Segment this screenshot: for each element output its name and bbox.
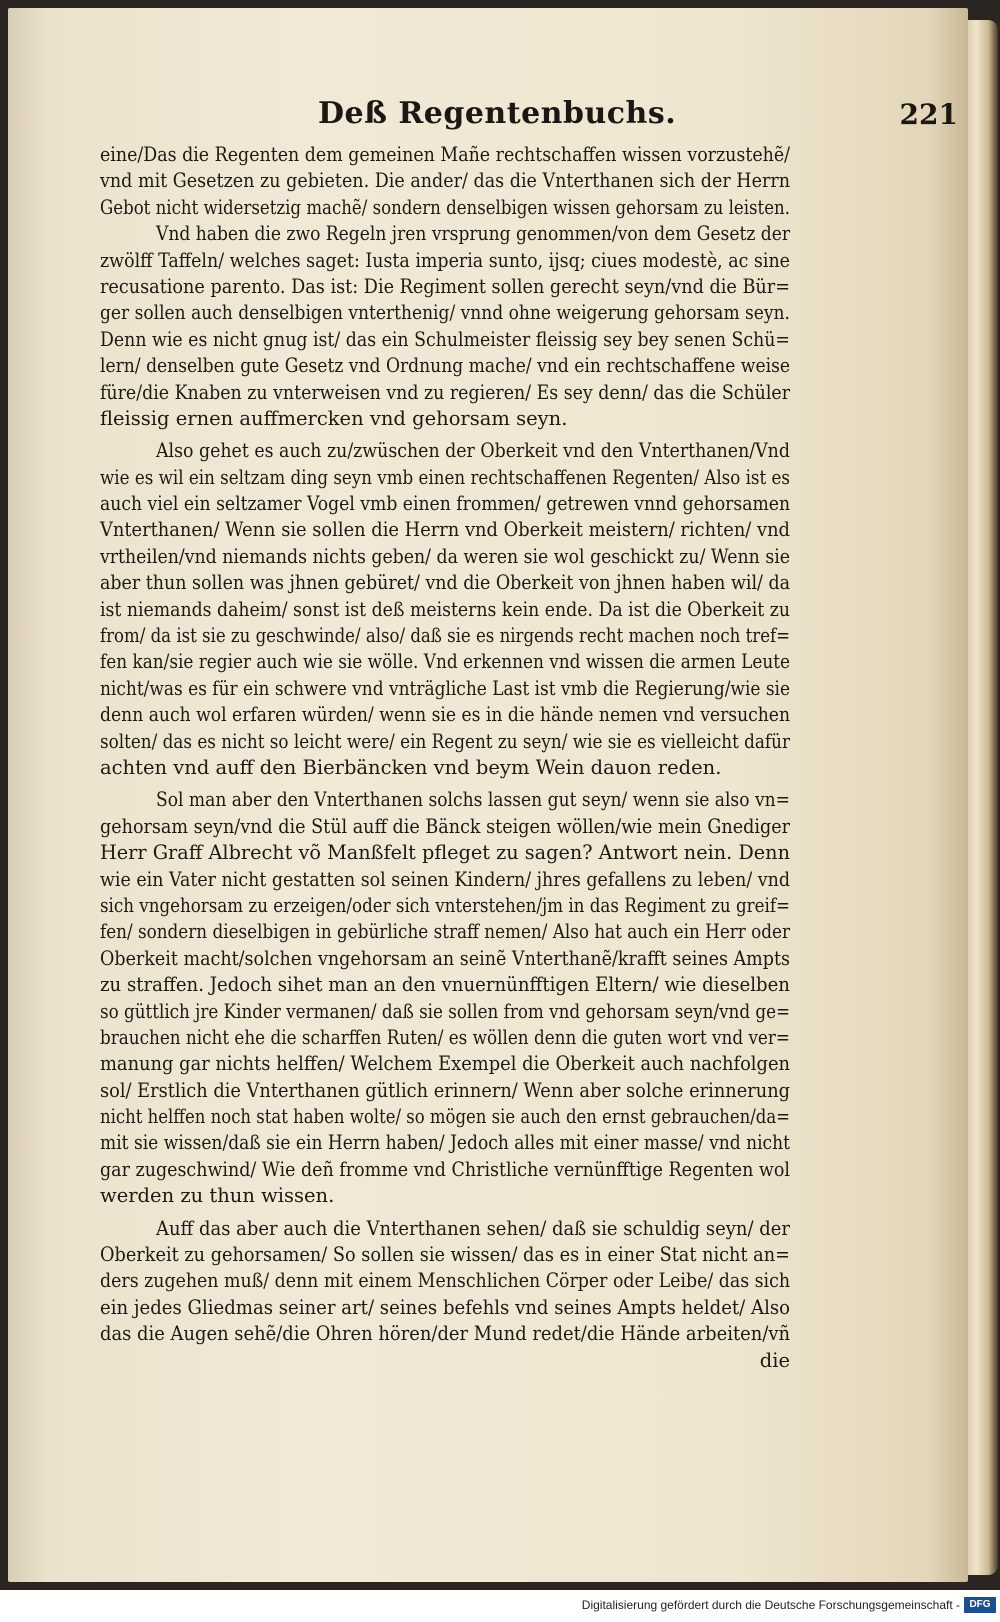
running-head: Deß Regentenbuchs.	[318, 96, 677, 131]
text-line: from/ da ist sie zu geschwinde/ also/ daß sie es nirgends recht machen noch tref=	[100, 624, 791, 648]
text-line: gehorsam seyn/vnd die Stül auff die Bänck steigen wöllen/wie mein Gnediger	[100, 814, 791, 838]
text-line: Oberkeit zu gehorsamen/ So sollen sie wissen/ das es in einer Stat nicht an=	[100, 1243, 790, 1267]
text-line: Vnd haben die zwo Regeln jren vrsprung genommen/von dem Gesetz der	[156, 222, 791, 246]
book-page	[8, 8, 968, 1582]
text-line: wie es wil ein seltzam ding seyn vmb einen rechtschaffenen Regenten/ Also ist es	[100, 465, 790, 489]
text-line: auch viel ein seltzamer Vogel vmb einen frommen/ getrewen vnnd gehorsamen	[100, 492, 791, 516]
text-line: manung gar nichts helffen/ Welchem Exempel die Oberkeit auch nachfolgen	[100, 1052, 791, 1076]
text-line: fleissig ernen auffmercken vnd gehorsam seyn.	[100, 406, 568, 430]
text-line: sol/ Erstlich die Vnterthanen gütlich erinnern/ Wenn aber solche erinnerung	[100, 1078, 791, 1102]
text-line: zu straffen. Jedoch sihet man an den vnuernünfftigen Eltern/ wie dieselben	[100, 973, 790, 997]
page-header	[318, 96, 958, 136]
text-line: vnd mit Gesetzen zu gebieten. Die ander/ das die Vnterthanen sich der Herrn	[100, 169, 790, 193]
text-line: recusatione parento. Das ist: Die Regiment sollen gerecht seyn/vnd die Bür=	[100, 274, 791, 298]
text-line: ist niemands daheim/ sonst ist deß meisterns kein ende. Da ist die Oberkeit zu	[100, 597, 790, 621]
text-line: so güttlich jre Kinder vermanen/ daß sie sollen from vnd gehorsam seyn/vnd ge=	[100, 999, 791, 1023]
text-line: wie ein Vater nicht gestatten sol seinen Kindern/ jhres gefallens zu leben/ vnd	[100, 867, 791, 891]
text-line: brauchen nicht ehe die scharffen Ruten/ es wöllen denn die guten wort vnd ver=	[100, 1025, 790, 1049]
text-line: gar zugeschwind/ Wie deñ fromme vnd Christliche vernünfftige Regenten wol	[100, 1157, 790, 1181]
text-line: werden zu thun wissen.	[100, 1184, 335, 1208]
text-line: achten vnd auff den Bierbäncken vnd beym Wein dauon reden.	[100, 755, 722, 779]
page-number: 221	[899, 98, 958, 131]
text-line: Vnterthanen/ Wenn sie sollen die Herrn vnd Oberkeit meistern/ richten/ vnd	[100, 518, 790, 542]
text-line: eine/Das die Regenten dem gemeinen Mañe rechtschaffen wissen vorzustehẽ/	[100, 143, 791, 166]
catchword: die	[759, 1348, 790, 1372]
footer-bar	[0, 1590, 1000, 1622]
text-line: ders zugehen muß/ denn mit einem Menschlichen Cörper oder Leibe/ das sich	[100, 1269, 791, 1293]
text-line: denn auch wol erfaren würden/ wenn sie es in die hände nemen vnd versuchen	[100, 703, 790, 727]
text-line: zwölff Taffeln/ welches saget: Iusta imperia sunto, ijsq; ciues modestè, ac sine	[100, 248, 790, 272]
text-line: füre/die Knaben zu vnterweisen vnd zu regieren/ Es sey denn/ das die Schüler	[100, 380, 791, 404]
text-line: sich vngehorsam zu erzeigen/oder sich vnterstehen/jm in das Regiment zu greif=	[100, 893, 790, 917]
text-line: aber thun sollen was jhnen gebüret/ vnd die Oberkeit von jhnen haben wil/ da	[100, 571, 791, 595]
dfg-logo: DFG	[964, 1597, 996, 1613]
text-line: das die Augen sehẽ/die Ohren hören/der Mund redet/die Hände arbeiten/vñ	[100, 1322, 791, 1346]
text-line: vrtheilen/vnd niemands nichts geben/ da weren sie wol geschickt zu/ Wenn sie	[100, 544, 790, 568]
text-line: Denn wie es nicht gnug ist/ das ein Schulmeister fleissig sey bey senen Schü=	[100, 327, 790, 351]
text-line: solten/ das es nicht so leicht were/ ein Regent zu seyn/ wie sie es vielleicht dafür	[100, 729, 791, 753]
text-line: fen/ sondern dieselbigen in gebürliche straff nemen/ Also hat auch ein Herr oder	[100, 920, 791, 944]
funding-credit: Digitalisierung gefördert durch die Deutsche Forschungsgemeinschaft -	[581, 1598, 960, 1612]
text-line: nicht helffen noch stat haben wolte/ so mögen sie auch den ernst gebrauchen/da=	[100, 1105, 791, 1129]
text-line: nicht/was es für ein schwere vnd vnträgliche Last ist vmb die Regierung/wie sie	[100, 676, 791, 700]
text-line: Herr Graff Albrecht võ Manßfelt pfleget zu sagen? Antwort nein. Denn	[100, 841, 790, 865]
text-line: ger sollen auch denselbigen vnterthenig/ vnnd ohne weigerung gehorsam seyn.	[100, 301, 790, 325]
text-line: Oberkeit macht/solchen vngehorsam an seinẽ Vnterthanẽ/krafft seines Ampts	[100, 946, 791, 970]
text-line: ein jedes Gliedmas seiner art/ seines befehls vnd seines Ampts heldet/ Also	[100, 1295, 791, 1319]
text-line: Gebot nicht widersetzig machẽ/ sondern denselbigen wissen gehorsam zu leisten.	[100, 195, 791, 219]
text-line: mit sie wissen/daß sie ein Herrn haben/ Jedoch alles mit einer masse/ vnd nicht	[100, 1131, 791, 1155]
text-line: lern/ denselben gute Gesetz vnd Ordnung mache/ vnd ein rechtschaffene weise	[100, 354, 791, 378]
text-line: fen kan/sie regier auch wie sie wölle. Vnd erkennen vnd wissen die armen Leute	[100, 650, 791, 674]
text-block	[100, 142, 790, 1374]
text-line: Also gehet es auch zu/zwüschen der Oberkeit vnd den Vnterthanen/Vnd	[156, 439, 790, 463]
text-line: Sol man aber den Vnterthanen solchs lassen gut seyn/ wenn sie also vn=	[156, 788, 790, 812]
text-line: Auff das aber auch die Vnterthanen sehen/ daß sie schuldig seyn/ der	[156, 1216, 790, 1240]
